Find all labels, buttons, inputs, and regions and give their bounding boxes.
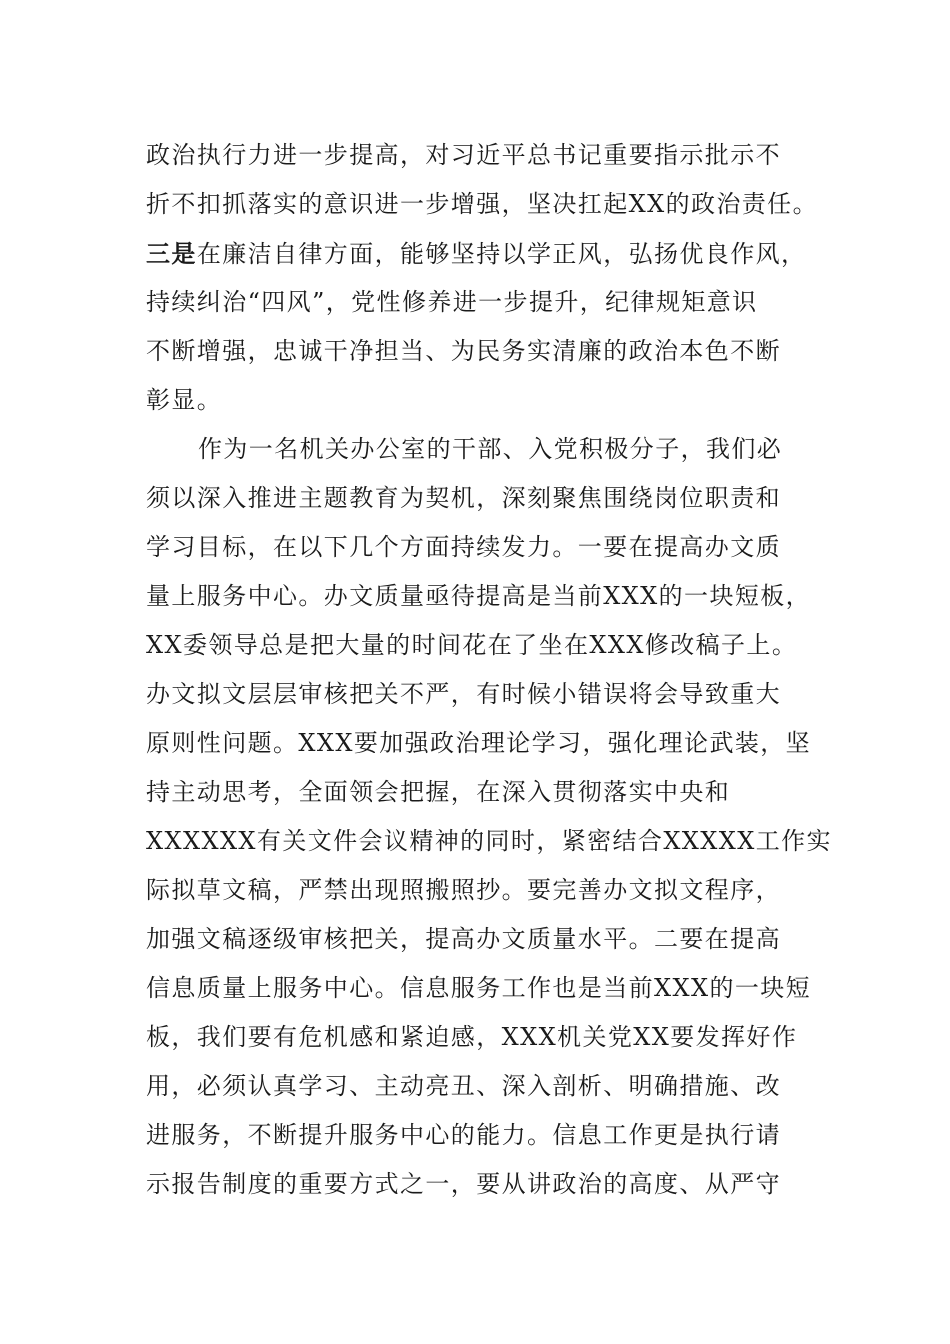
text-line: 须以深入推进主题教育为契机，深刻聚焦围绕岗位职责和 [146, 484, 781, 512]
text-line: 原则性问题。XXX要加强政治理论学习，强化理论武装，坚 [146, 729, 812, 757]
text-line: 学习目标，在以下几个方面持续发力。一要在提高办文质 [146, 533, 781, 561]
text-line: 示报告制度的重要方式之一，要从讲政治的高度、从严守 [146, 1170, 781, 1198]
text-line: 彰显。 [146, 386, 223, 414]
text-line: 折不扣抓落实的意识进一步增强，坚决扛起XX的政治责任。 [146, 190, 818, 218]
text-line: 用，必须认真学习、主动亮丑、深入剖析、明确措施、改 [146, 1072, 781, 1100]
text-line: XX委领导总是把大量的时间花在了坐在XXX修改稿子上。 [146, 631, 798, 659]
text-line: XXXXXX有关文件会议精神的同时，紧密结合XXXXX工作实 [146, 827, 832, 855]
text-line: 持续纠治“四风”，党性修养进一步提升，纪律规矩意识 [146, 288, 758, 316]
text-line: 信息质量上服务中心。信息服务工作也是当前XXX的一块短 [146, 974, 812, 1002]
text-line: 量上服务中心。办文质量亟待提高是当前XXX的一块短板， [146, 582, 812, 610]
paragraph-first-line: 作为一名机关办公室的干部、入党积极分子，我们必 [198, 435, 783, 463]
text-line: 不断增强，忠诚干净担当、为民务实清廉的政治本色不断 [146, 337, 781, 365]
text-line: 板，我们要有危机感和紧迫感，XXX机关党XX要发挥好作 [146, 1023, 798, 1051]
text-line: 际拟草文稿，严禁出现照搬照抄。要完善办文拟文程序， [146, 876, 781, 904]
text-line [146, 229, 846, 278]
text-line: 进服务，不断提升服务中心的能力。信息工作更是执行请 [146, 1121, 781, 1149]
text-line: 加强文稿逐级审核把关，提高办文质量水平。二要在提高 [146, 925, 781, 953]
emphasis-label: 三是 [146, 239, 197, 268]
text-segment: 在廉洁自律方面，能够坚持以学正风，弘扬优良作风， [196, 240, 807, 268]
text-line: 持主动思考，全面领会把握，在深入贯彻落实中央和 [146, 778, 731, 806]
body-text [146, 131, 846, 1209]
text-line: 办文拟文层层审核把关不严，有时候小错误将会导致重大 [146, 680, 781, 708]
text-line: 政治执行力进一步提高，对习近平总书记重要指示批示不 [146, 141, 781, 169]
